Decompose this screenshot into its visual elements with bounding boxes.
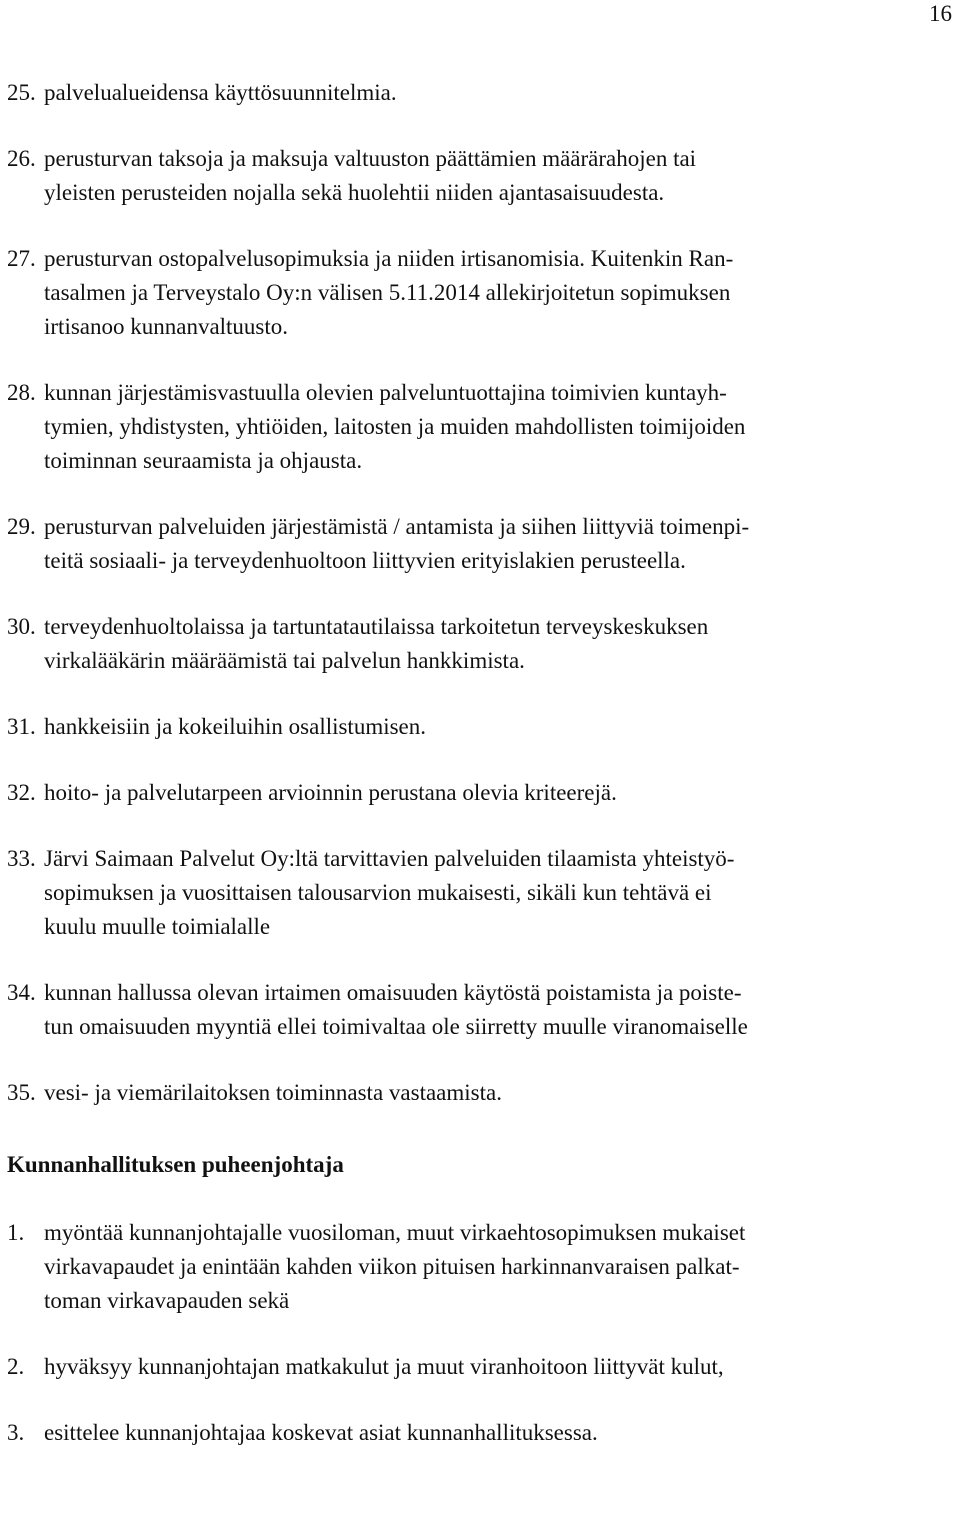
list-item bbox=[0, 1416, 960, 1450]
list-item-number: 3. bbox=[7, 1420, 25, 1445]
text-line: hoito- ja palvelutarpeen arvioinnin perustana olevia kriteerejä. bbox=[44, 780, 617, 805]
document-body bbox=[0, 76, 960, 1482]
list-item-number: 28. bbox=[7, 380, 36, 405]
list-item-number: 27. bbox=[7, 246, 36, 271]
list-item-text bbox=[44, 510, 954, 578]
text-line: virkavapaudet ja enintään kahden viikon pituisen harkinnanvaraisen palkat- bbox=[44, 1254, 740, 1279]
list-item bbox=[0, 1350, 960, 1384]
text-line: toiminnan seuraamista ja ohjausta. bbox=[44, 448, 363, 473]
list-item-number: 33. bbox=[7, 846, 36, 871]
text-line: irtisanoo kunnanvaltuusto. bbox=[44, 314, 289, 339]
text-line: palvelualueidensa käyttösuunnitelmia. bbox=[44, 80, 397, 105]
list-item bbox=[0, 510, 960, 578]
list-item bbox=[0, 76, 960, 110]
text-line: esittelee kunnanjohtajaa koskevat asiat kunnanhallituksessa. bbox=[44, 1420, 598, 1445]
list-item bbox=[0, 142, 960, 210]
list-item-number: 34. bbox=[7, 980, 36, 1005]
list-item bbox=[0, 776, 960, 810]
list-item-text bbox=[44, 1076, 954, 1110]
list-item bbox=[0, 242, 960, 344]
list-item-text bbox=[44, 1416, 954, 1450]
municipal-duties-list bbox=[0, 76, 960, 1110]
text-line: vesi- ja viemärilaitoksen toiminnasta vastaamista. bbox=[44, 1080, 502, 1105]
list-item bbox=[0, 376, 960, 478]
list-item-text bbox=[44, 1216, 954, 1318]
list-item bbox=[0, 842, 960, 944]
text-line: kunnan järjestämisvastuulla olevien palveluntuottajina toimivien kuntayh- bbox=[44, 380, 727, 405]
list-item-text bbox=[44, 710, 954, 744]
text-line: tun omaisuuden myyntiä ellei toimivaltaa ole siirretty muulle viranomaiselle bbox=[44, 1014, 748, 1039]
text-line: virkalääkärin määräämistä tai palvelun hankkimista. bbox=[44, 648, 525, 673]
list-item bbox=[0, 710, 960, 744]
list-item-text bbox=[44, 1350, 954, 1384]
text-line: tymien, yhdistysten, yhtiöiden, laitosten ja muiden mahdollisten toimijoiden bbox=[44, 414, 746, 439]
text-line: Järvi Saimaan Palvelut Oy:ltä tarvittavien palveluiden tilaamista yhteistyö- bbox=[44, 846, 735, 871]
list-item-text bbox=[44, 76, 954, 110]
text-line: terveydenhuoltolaissa ja tartuntatautilaissa tarkoitetun terveyskeskuksen bbox=[44, 614, 709, 639]
list-item-number: 31. bbox=[7, 714, 36, 739]
list-item bbox=[0, 610, 960, 678]
section-heading: Kunnanhallituksen puheenjohtaja bbox=[7, 1152, 344, 1177]
list-item-number: 35. bbox=[7, 1080, 36, 1105]
text-line: teitä sosiaali- ja terveydenhuoltoon liittyvien erityislakien perusteella. bbox=[44, 548, 686, 573]
list-item-number: 30. bbox=[7, 614, 36, 639]
text-line: sopimuksen ja vuosittaisen talousarvion mukaisesti, sikäli kun tehtävä ei bbox=[44, 880, 712, 905]
text-line: tasalmen ja Terveystalo Oy:n välisen 5.11.2014 allekirjoitetun sopimuksen bbox=[44, 280, 731, 305]
text-line: perusturvan palveluiden järjestämistä / antamista ja siihen liittyviä toimenpi- bbox=[44, 514, 750, 539]
list-item-text bbox=[44, 842, 954, 944]
list-item-text bbox=[44, 242, 954, 344]
text-line: kuulu muulle toimialalle bbox=[44, 914, 271, 939]
list-item bbox=[0, 1216, 960, 1318]
list-item-number: 1. bbox=[7, 1220, 25, 1245]
text-line: kunnan hallussa olevan irtaimen omaisuuden käytöstä poistamista ja poiste- bbox=[44, 980, 742, 1005]
list-item-number: 2. bbox=[7, 1354, 25, 1379]
list-item-number: 26. bbox=[7, 146, 36, 171]
text-line: toman virkavapauden sekä bbox=[44, 1288, 290, 1313]
list-item-text bbox=[44, 776, 954, 810]
text-line: perusturvan ostopalvelusopimuksia ja niiden irtisanomisia. Kuitenkin Ran- bbox=[44, 246, 734, 271]
text-line: hyväksyy kunnanjohtajan matkakulut ja muut viranhoitoon liittyvät kulut, bbox=[44, 1354, 724, 1379]
text-line: hankkeisiin ja kokeiluihin osallistumisen. bbox=[44, 714, 427, 739]
chair-duties-list bbox=[0, 1216, 960, 1450]
list-item-text bbox=[44, 976, 954, 1044]
list-item-number: 25. bbox=[7, 80, 36, 105]
text-line: yleisten perusteiden nojalla sekä huolehtii niiden ajantasaisuudesta. bbox=[44, 180, 665, 205]
page-number: 16 bbox=[929, 1, 952, 26]
list-item-number: 32. bbox=[7, 780, 36, 805]
text-line: perusturvan taksoja ja maksuja valtuuston päättämien määrärahojen tai bbox=[44, 146, 697, 171]
list-item-text bbox=[44, 142, 954, 210]
list-item-text bbox=[44, 376, 954, 478]
text-line: myöntää kunnanjohtajalle vuosiloman, muut virkaehtosopimuksen mukaiset bbox=[44, 1220, 746, 1245]
list-item bbox=[0, 976, 960, 1044]
list-item-number: 29. bbox=[7, 514, 36, 539]
list-item bbox=[0, 1076, 960, 1110]
list-item-text bbox=[44, 610, 954, 678]
